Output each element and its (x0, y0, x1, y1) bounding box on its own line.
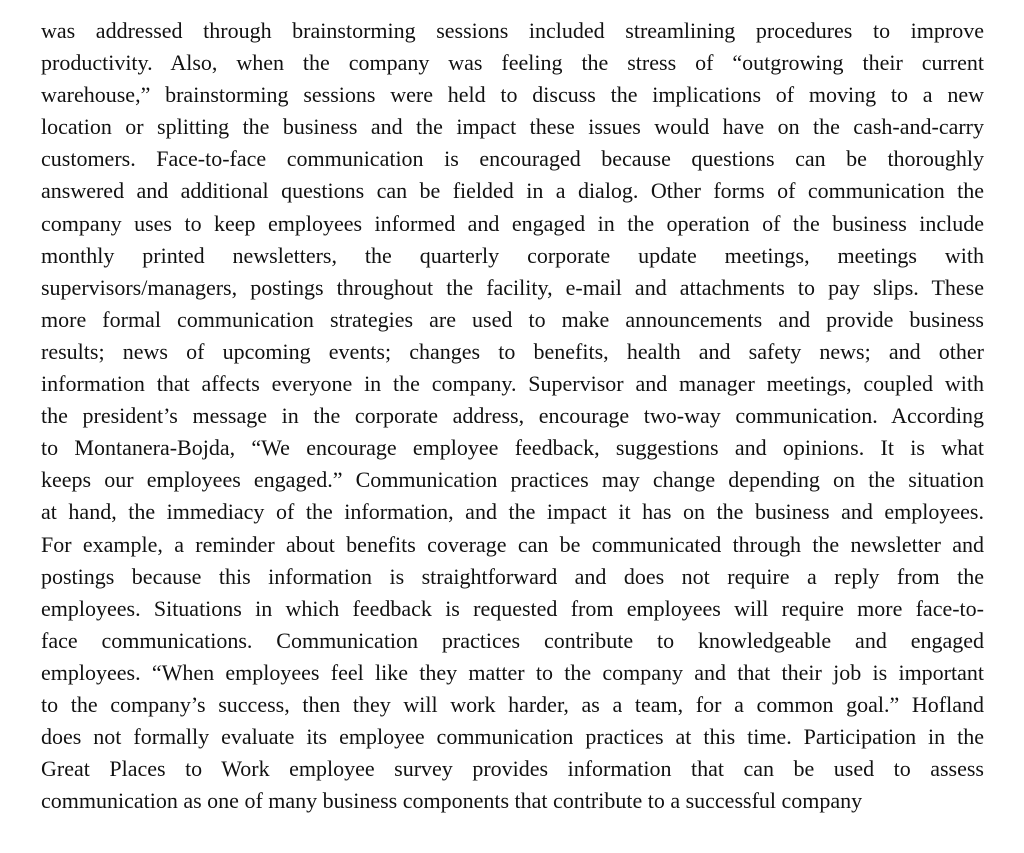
text-line-4: location or splitting the business and the impact these issues would have on the cash-and-carry (41, 114, 984, 140)
text-line-11: results; news of upcoming events; changes to benefits, health and safety news; and other (41, 338, 984, 364)
text-line-22: to the company’s success, then they will work harder, as a team, for a common goal.” Hofland (41, 691, 984, 717)
body-paragraph (41, 15, 984, 817)
text-line-1: was addressed through brainstorming sessions included streamlining procedures to improve (41, 18, 984, 43)
text-line-6: answered and additional questions can be fielded in a dialog. Other forms of communication the (41, 178, 984, 204)
text-line-9: supervisors/managers, postings throughout the facility, e-mail and attachments to pay slips. These (41, 274, 984, 300)
text-line-18: postings because this information is straightforward and does not require a reply from the (41, 563, 984, 589)
document-page (41, 15, 984, 817)
text-line-17: For example, a reminder about benefits coverage can be communicated through the newsletter and (41, 531, 984, 557)
text-line-24: Great Places to Work employee survey provides information that can be used to assess (41, 756, 984, 782)
text-line-12: information that affects everyone in the company. Supervisor and manager meetings, coupled with (41, 371, 984, 397)
text-line-21: employees. “When employees feel like they matter to the company and that their job is important (41, 659, 984, 685)
text-line-13: the president’s message in the corporate address, encourage two-way communication. According (41, 403, 984, 429)
text-line-5: customers. Face-to-face communication is encouraged because questions can be thoroughly (41, 146, 984, 172)
text-line-3: warehouse,” brainstorming sessions were held to discuss the implications of moving to a new (41, 82, 984, 108)
text-line-15: keeps our employees engaged.” Communication practices may change depending on the situation (41, 467, 984, 493)
text-line-8: monthly printed newsletters, the quarterly corporate update meetings, meetings with (41, 242, 984, 268)
text-line-2: productivity. Also, when the company was feeling the stress of “outgrowing their current (41, 50, 984, 76)
text-line-16: at hand, the immediacy of the information, and the impact it has on the business and employees. (41, 499, 984, 525)
text-line-7: company uses to keep employees informed and engaged in the operation of the business include (41, 210, 984, 236)
text-line-20: face communications. Communication practices contribute to knowledgeable and engaged (41, 627, 984, 653)
text-line-23: does not formally evaluate its employee communication practices at this time. Participation in the (41, 724, 984, 750)
text-line-14: to Montanera-Bojda, “We encourage employee feedback, suggestions and opinions. It is what (41, 435, 984, 461)
text-line-25: communication as one of many business components that contribute to a successful company (41, 788, 863, 814)
text-line-19: employees. Situations in which feedback is requested from employees will require more face-to- (41, 595, 984, 621)
text-line-10: more formal communication strategies are used to make announcements and provide business (41, 306, 984, 332)
